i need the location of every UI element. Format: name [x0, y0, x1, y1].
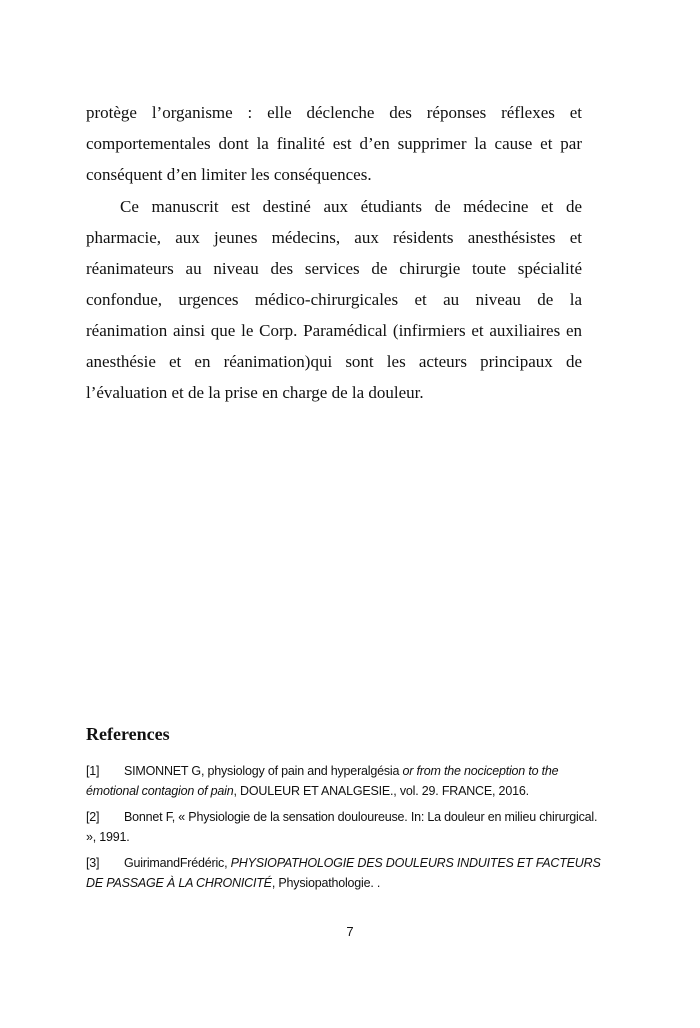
reference-item [86, 853, 606, 893]
reference-number: [2] [86, 810, 100, 824]
reference-text: SIMONNET G, physiology of pain and hyperalgésia [124, 764, 403, 778]
body-paragraph-1: protège l’organisme : elle déclenche des réponses réflexes et comportementales dont la finalité est d’en supprimer la cause et par conséquent d’en limiter les conséquences. [86, 103, 582, 184]
reference-italic-title: or from the nociception to the émotional contagion of pain [86, 764, 559, 798]
reference-text-after: , DOULEUR ET ANALGESIE., vol. 29. FRANCE, 2016. [233, 784, 529, 798]
page-number: 7 [346, 924, 354, 939]
reference-number: [3] [86, 856, 100, 870]
reference-text: GuirimandFrédéric, [124, 856, 231, 870]
body-paragraph-2: Ce manuscrit est destiné aux étudiants de médecine et de pharmacie, aux jeunes médecins, aux résidents anesthésistes et réanimateurs au niveau des services de chirurgie toute spécialité confondue, urgences médico-chirurgicales et au niveau de la réanimation ainsi que le Corp. Paramédical (infirmiers et auxiliaires en anesthésie et en réanimation)qui sont les acteurs principaux de l’évaluation et de la prise en charge de la douleur. [86, 197, 582, 402]
reference-item [86, 761, 606, 801]
reference-italic-title: PHYSIOPATHOLOGIE DES DOULEURS INDUITES ET FACTEURS DE PASSAGE À LA CHRONICITÉ [86, 856, 601, 890]
reference-text-after: , Physiopathologie. . [271, 876, 381, 890]
reference-item [86, 807, 606, 847]
reference-text: Bonnet F, « Physiologie de la sensation douloureuse. In: La douleur en milieu chirurgical. », 1991. [86, 810, 598, 844]
references-heading: References [86, 724, 170, 744]
reference-number: [1] [86, 764, 100, 778]
